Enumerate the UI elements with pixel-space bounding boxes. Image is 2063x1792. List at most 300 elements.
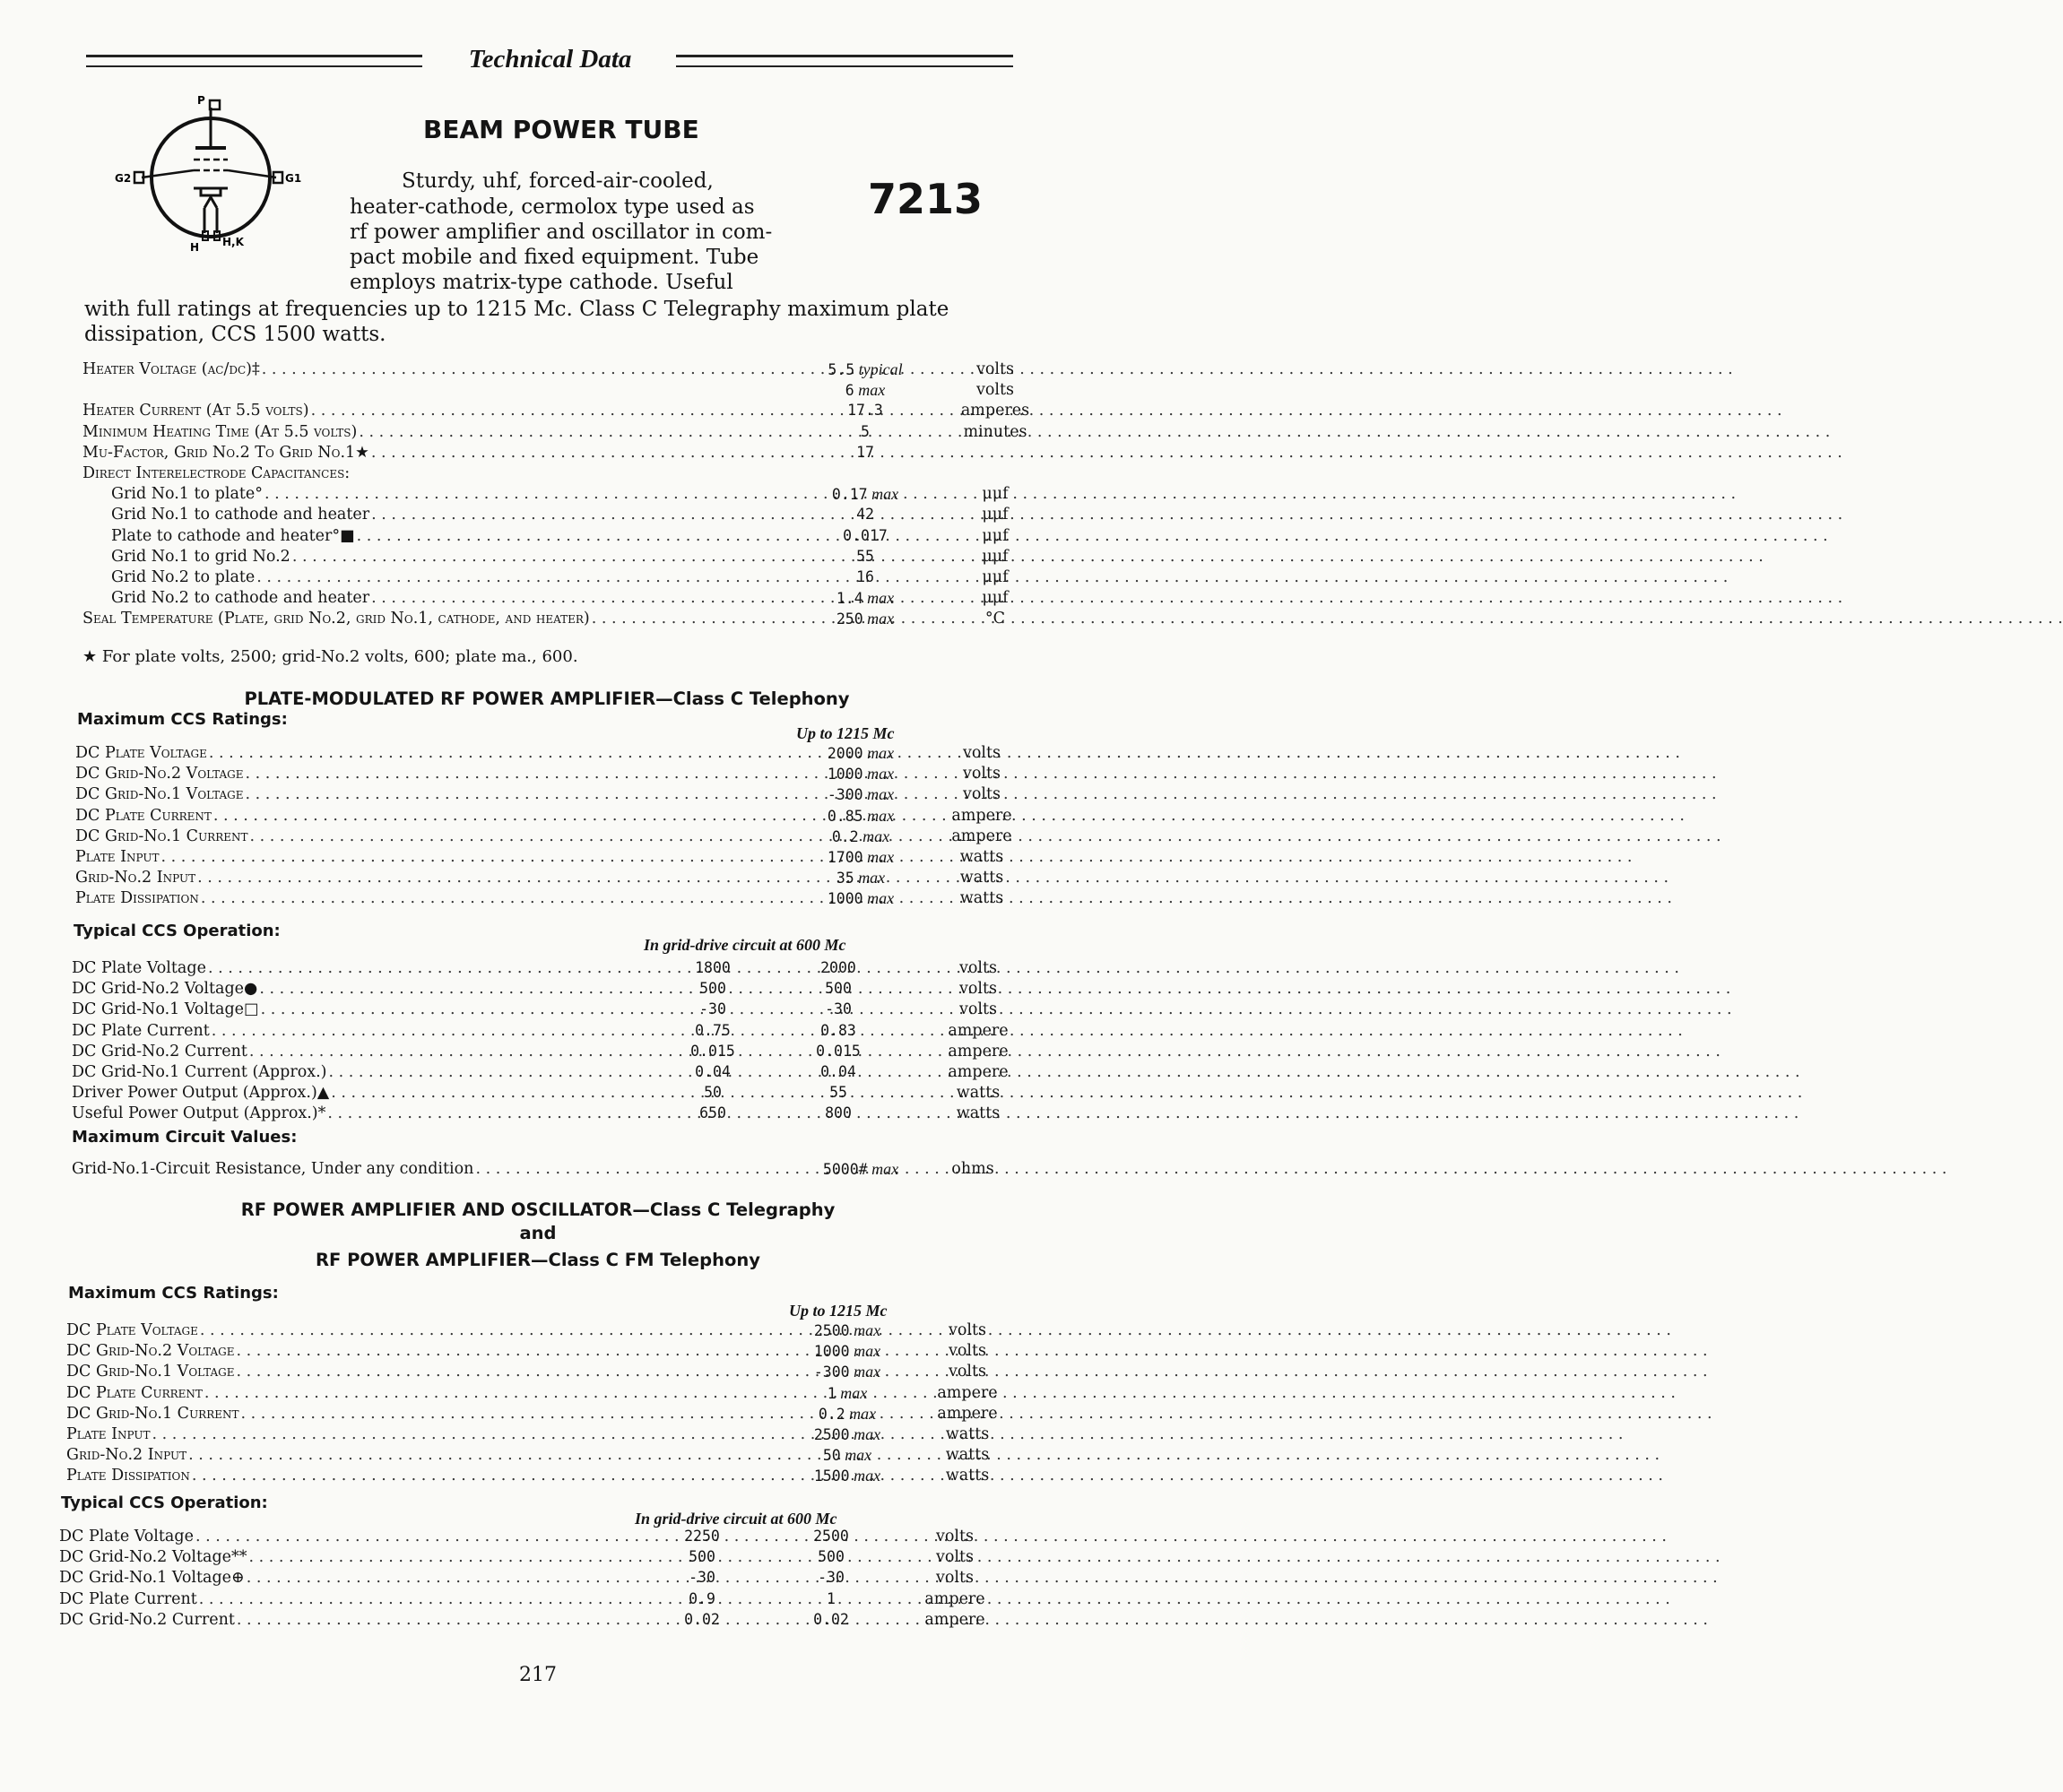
spec-label — [75, 807, 771, 825]
spec-label-text: DC Plate Current — [66, 1383, 203, 1402]
spec-row — [0, 360, 1205, 382]
description-line: heater-cathode, cermolox type used as — [350, 195, 755, 219]
value-number: -300 — [813, 1363, 850, 1381]
spec-label — [111, 589, 778, 607]
spec-row — [0, 1590, 1205, 1612]
value-qualifier: max — [836, 1383, 868, 1402]
unit-cell: amperes — [960, 402, 1030, 420]
value-cell: 2000 — [820, 959, 856, 976]
spec-label — [72, 959, 642, 977]
spec-label — [75, 889, 771, 907]
unit-cell: volts — [962, 785, 1001, 804]
value-cell: 500 — [818, 1548, 845, 1566]
spec-label-text: Grid No.1 to grid No.2 — [111, 547, 290, 566]
leader-dots — [329, 1063, 1800, 1081]
spec-label — [66, 1467, 762, 1485]
value-cell — [789, 1425, 906, 1444]
value-number: 5 — [861, 422, 870, 440]
spec-row — [0, 1611, 1205, 1632]
value-cell — [807, 610, 923, 628]
spec-label-text: Useful Power Output (Approx.)* — [72, 1104, 326, 1123]
section-title: PLATE-MODULATED RF POWER AMPLIFIER—Class C Telephony — [244, 688, 850, 709]
spec-label — [72, 980, 642, 998]
spec-label-text: DC Grid-No.2 Current — [72, 1042, 247, 1060]
value-number: 5.5 — [828, 361, 855, 378]
spec-row — [0, 1342, 1205, 1363]
header-rule-left — [86, 55, 422, 67]
spec-label — [59, 1569, 633, 1587]
pin-hk-label: H,K — [222, 236, 244, 248]
spec-label-text: DC Grid-No.2 Voltage** — [59, 1548, 247, 1567]
value-cell: -30 — [689, 1569, 715, 1587]
value-number: 1700 — [827, 849, 863, 866]
spec-label — [72, 1063, 642, 1081]
spec-label-text: DC Plate Voltage — [72, 959, 206, 977]
unit-cell: μμf — [982, 485, 1009, 504]
spec-row — [0, 1160, 1205, 1182]
column-heading: Up to 1215 Mc — [789, 1302, 888, 1320]
spec-label-text: DC Grid-No.1 Current (Approx.) — [72, 1063, 327, 1081]
unit-cell: volts — [935, 1548, 975, 1567]
value-number: 42 — [856, 506, 874, 524]
spec-label — [75, 869, 771, 887]
section-subheading: Typical CCS Operation: — [61, 1493, 268, 1512]
unit-cell: volts — [948, 1321, 987, 1339]
value-cell: 2250 — [684, 1528, 720, 1545]
spec-label-text: DC Grid-No.2 Voltage● — [72, 980, 258, 999]
spec-label — [66, 1321, 762, 1339]
spec-label — [66, 1446, 762, 1464]
spec-label — [72, 1000, 642, 1018]
pin-g1-label: G1 — [285, 172, 302, 185]
spec-row — [0, 610, 1205, 631]
spec-label — [82, 610, 778, 628]
spec-label-text: DC Grid-No.1 Voltage□ — [72, 1000, 259, 1019]
spec-row — [0, 869, 1205, 890]
spec-row — [0, 1384, 1205, 1406]
section-title: and — [519, 1223, 557, 1243]
value-cell: 500 — [689, 1548, 715, 1566]
value-cell — [789, 1342, 906, 1361]
spec-label-text: Minimum Heating Time (At 5.5 volts) — [82, 422, 358, 441]
value-number: 1.4 — [836, 590, 863, 608]
spec-label — [75, 827, 771, 845]
value-cell — [802, 765, 919, 783]
value-cell — [798, 1160, 923, 1179]
value-cell — [802, 889, 919, 908]
value-qualifier: max — [849, 1467, 881, 1485]
section-subheading: Maximum Circuit Values: — [72, 1128, 298, 1147]
spec-label — [75, 785, 771, 803]
unit-cell: volts — [948, 1363, 987, 1381]
spec-label — [82, 402, 778, 420]
unit-cell: μμf — [982, 568, 1009, 586]
section-title: RF POWER AMPLIFIER—Class C FM Telephony — [316, 1250, 760, 1270]
spec-row — [0, 1084, 1205, 1105]
spec-label — [72, 1043, 642, 1060]
spec-label-text: Plate Dissipation — [75, 889, 199, 908]
value-cell — [802, 869, 919, 887]
unit-cell: watts — [959, 848, 1004, 866]
value-number: 55 — [856, 547, 874, 565]
spec-label — [59, 1548, 633, 1566]
value-number: 250 — [836, 610, 863, 628]
value-cell — [807, 381, 923, 400]
spec-label — [82, 444, 778, 462]
spec-label — [66, 1342, 762, 1360]
value-cell: 0.04 — [695, 1063, 731, 1080]
spec-label-text: DC Grid-No.2 Voltage — [66, 1342, 235, 1361]
value-cell — [789, 1467, 906, 1485]
spec-label-text: Grid No.1 to cathode and heater — [111, 506, 370, 524]
page-number: 217 — [519, 1664, 557, 1686]
value-cell: 55 — [829, 1084, 847, 1102]
unit-cell: ohms — [951, 1160, 994, 1178]
spec-label-text: DC Grid-No.1 Voltage⊕ — [59, 1569, 245, 1588]
spec-label-text: Direct Interelectrode Capacitances: — [82, 464, 351, 482]
spec-label-text: DC Grid-No.1 Voltage — [75, 785, 244, 804]
value-number: 0.2 — [818, 1405, 845, 1423]
value-cell — [807, 506, 923, 523]
value-number: 35 — [836, 870, 854, 887]
spec-label-text: Grid-No.2 Input — [66, 1446, 187, 1465]
unit-cell: volts — [958, 959, 998, 977]
spec-row — [0, 1569, 1205, 1590]
spec-row — [0, 848, 1205, 870]
leader-dots — [331, 1084, 1802, 1102]
value-qualifier: max — [849, 1425, 881, 1443]
pin-g2-label: G2 — [115, 172, 132, 185]
value-cell: 0.9 — [689, 1589, 715, 1607]
spec-label — [66, 1425, 762, 1443]
unit-cell: ampere — [937, 1383, 998, 1402]
spec-label-text: Grid-No.1-Circuit Resistance, Under any condition — [72, 1160, 474, 1178]
spec-label-text: DC Grid-No.2 Voltage — [75, 765, 244, 783]
value-qualifier: max — [862, 806, 895, 825]
unit-cell: volts — [935, 1528, 975, 1545]
spec-row — [0, 1425, 1205, 1447]
spec-label — [75, 744, 771, 762]
unit-cell: volts — [948, 1342, 987, 1361]
value-number: 0.85 — [827, 807, 863, 825]
header-rule-right — [676, 55, 1013, 67]
spec-label — [111, 527, 778, 545]
value-cell: 500 — [825, 980, 852, 998]
spec-row — [0, 1000, 1205, 1022]
spec-label-text: DC Grid-No.1 Current — [66, 1404, 239, 1423]
spec-label — [72, 1084, 642, 1102]
unit-cell: μμf — [982, 547, 1009, 566]
value-cell — [789, 1446, 906, 1465]
unit-cell: volts — [975, 381, 1015, 400]
spec-label — [59, 1590, 633, 1608]
value-cell: 0.75 — [695, 1021, 731, 1039]
unit-cell: ampere — [924, 1610, 985, 1629]
spec-row — [0, 959, 1205, 981]
value-number: 2000 — [827, 745, 863, 762]
unit-cell: watts — [945, 1446, 990, 1465]
value-cell — [807, 527, 923, 544]
value-number: 0.017 — [843, 526, 888, 544]
value-cell: 0.02 — [813, 1610, 849, 1628]
description-line: pact mobile and fixed equipment. Tube — [350, 246, 759, 269]
unit-cell: minutes — [963, 422, 1027, 441]
spec-label-text: DC Plate Voltage — [66, 1321, 198, 1339]
leader-dots — [475, 1160, 1946, 1178]
spec-label — [59, 1611, 633, 1629]
spec-label — [111, 548, 778, 566]
spec-label-text: Plate Input — [66, 1425, 151, 1443]
spec-row — [0, 1446, 1205, 1467]
spec-label — [75, 765, 771, 783]
footnote: ★ For plate volts, 2500; grid-No.2 volts, 600; plate ma., 600. — [82, 647, 578, 666]
leader-dots — [327, 1104, 1799, 1122]
value-cell — [807, 444, 923, 461]
value-cell: 0.015 — [816, 1042, 861, 1060]
section-title: RF POWER AMPLIFIER AND OSCILLATOR—Class C Telegraphy — [240, 1199, 836, 1220]
unit-cell: °C — [984, 610, 1006, 628]
value-cell — [802, 827, 919, 846]
value-qualifier: max — [862, 744, 895, 762]
value-cell — [802, 807, 919, 826]
value-qualifier: max — [862, 889, 895, 908]
spec-label-text: DC Grid-No.1 Current — [75, 827, 248, 845]
spec-label — [111, 506, 778, 524]
value-number: 0.2 — [831, 827, 859, 845]
tube-number: 7213 — [868, 175, 984, 223]
description-line: employs matrix-type cathode. Useful — [350, 271, 733, 294]
description-line: with full ratings at frequencies up to 1215 Mc. Class C Telegraphy maximum plate — [84, 298, 949, 321]
spec-label — [66, 1405, 762, 1423]
value-qualifier: max — [867, 1160, 899, 1178]
spec-row — [0, 381, 1205, 403]
spec-label — [66, 1384, 762, 1402]
value-number: 1000 — [827, 766, 863, 783]
value-cell — [807, 568, 923, 585]
header-title: Technical Data — [468, 45, 632, 74]
spec-label — [82, 423, 778, 441]
spec-label-text: Heater Current (At 5.5 volts) — [82, 402, 309, 420]
spec-label — [72, 1022, 642, 1040]
value-cell: 0.83 — [820, 1021, 856, 1039]
spec-row — [0, 1104, 1205, 1126]
spec-label — [75, 848, 771, 866]
spec-label — [72, 1160, 764, 1178]
value-number: 1500 — [813, 1467, 850, 1485]
spec-label-text: Mu-Factor, Grid No.2 To Grid No.1★ — [82, 443, 369, 462]
value-cell: 500 — [699, 980, 726, 998]
value-cell: -30 — [818, 1569, 845, 1587]
unit-cell: μμf — [982, 526, 1009, 545]
leader-dots — [357, 527, 1828, 545]
value-cell: 650 — [699, 1104, 726, 1122]
spec-row — [0, 402, 1205, 423]
spec-label-text: DC Grid-No.1 Voltage — [66, 1363, 235, 1381]
spec-label — [72, 1104, 642, 1122]
value-cell — [802, 744, 919, 763]
spec-row — [0, 1467, 1205, 1488]
value-cell — [807, 589, 923, 608]
value-qualifier: max — [849, 1363, 881, 1381]
spec-label-text: Heater Voltage (ac/dc)‡ — [82, 360, 260, 378]
value-cell: 0.02 — [684, 1610, 720, 1628]
value-qualifier: max — [862, 848, 895, 866]
value-number: 16 — [856, 568, 874, 585]
spec-row — [0, 1043, 1205, 1064]
spec-row — [0, 889, 1205, 911]
unit-cell: volts — [935, 1569, 975, 1588]
spec-label — [82, 464, 778, 482]
unit-cell: volts — [958, 980, 998, 999]
value-qualifier: max — [849, 1342, 881, 1361]
value-cell — [789, 1405, 906, 1424]
spec-row — [0, 744, 1205, 766]
unit-cell: ampere — [948, 1021, 1009, 1040]
pin-p-label: P — [197, 94, 205, 107]
value-number: 2500 — [813, 1322, 850, 1339]
spec-row — [0, 1063, 1205, 1085]
value-number: 17.3 — [847, 402, 883, 420]
spec-row — [0, 464, 1205, 486]
value-number: 1 — [827, 1384, 836, 1402]
value-qualifier: max — [862, 610, 895, 628]
value-cell: 2500 — [813, 1528, 849, 1545]
spec-row — [0, 980, 1205, 1001]
value-cell: 0.04 — [820, 1063, 856, 1080]
unit-cell: ampere — [951, 806, 1012, 825]
unit-cell: μμf — [982, 589, 1009, 608]
spec-label-text: DC Plate Voltage — [59, 1528, 194, 1545]
value-qualifier: typical — [854, 360, 903, 378]
unit-cell: ampere — [948, 1042, 1009, 1060]
description-line: dissipation, CCS 1500 watts. — [84, 323, 386, 346]
unit-cell: watts — [956, 1104, 1001, 1123]
section-subheading: Maximum CCS Ratings: — [77, 710, 288, 729]
value-cell — [802, 785, 919, 804]
value-cell: 1800 — [695, 959, 731, 976]
spec-row — [0, 548, 1205, 569]
spec-row — [0, 765, 1205, 786]
value-qualifier: max — [867, 485, 899, 504]
leader-dots — [311, 402, 1782, 420]
spec-label-text: Grid No.1 to plate° — [111, 485, 264, 504]
value-cell — [807, 423, 923, 440]
unit-cell: watts — [945, 1425, 990, 1443]
value-cell: -30 — [699, 1000, 726, 1018]
leader-dots — [359, 423, 1830, 441]
spec-label-text: DC Plate Current — [75, 806, 212, 825]
leader-dots — [371, 506, 1842, 524]
spec-label-text: Seal Temperature (Plate, grid No.2, grid No.1, cathode, and heater) — [82, 610, 590, 628]
column-heading: In grid-drive circuit at 600 Mc — [644, 936, 846, 954]
spec-label — [111, 568, 778, 586]
value-cell — [807, 485, 923, 504]
spec-label-text: Driver Power Output (Approx.)▲ — [72, 1084, 330, 1103]
unit-cell: watts — [956, 1084, 1001, 1103]
value-number: 5000# — [822, 1161, 868, 1178]
spec-label-text: DC Grid-No.2 Current — [59, 1610, 235, 1629]
section-subheading: Maximum CCS Ratings: — [68, 1284, 279, 1303]
spec-label-text: Plate to cathode and heater°■ — [111, 526, 355, 545]
value-qualifier: max — [854, 869, 886, 887]
spec-row — [0, 444, 1205, 465]
column-heading: In grid-drive circuit at 600 Mc — [635, 1510, 837, 1528]
spec-label — [111, 485, 778, 503]
value-qualifier: max — [840, 1446, 872, 1465]
description-line: rf power amplifier and oscillator in com- — [350, 221, 773, 244]
value-cell — [807, 548, 923, 565]
tube-type-heading: BEAM POWER TUBE — [423, 115, 699, 144]
spec-label-text: DC Plate Current — [59, 1589, 197, 1608]
unit-cell: watts — [959, 869, 1004, 887]
unit-cell: ampere — [948, 1063, 1009, 1081]
tube-symbol-icon — [115, 94, 305, 260]
spec-row — [0, 527, 1205, 549]
leader-dots — [371, 589, 1842, 607]
value-number: 6 — [845, 382, 854, 400]
value-cell: 1 — [827, 1589, 836, 1607]
value-number: 2500 — [813, 1426, 850, 1443]
unit-cell: watts — [959, 889, 1004, 908]
unit-cell: ampere — [924, 1589, 985, 1608]
spec-label-text: Grid No.2 to plate — [111, 568, 256, 586]
spec-row — [0, 485, 1205, 506]
unit-cell: watts — [945, 1467, 990, 1485]
value-cell — [789, 1363, 906, 1381]
spec-row — [0, 1405, 1205, 1426]
unit-cell: ampere — [951, 827, 1012, 845]
value-cell: -30 — [825, 1000, 852, 1018]
value-qualifier: max — [854, 381, 886, 400]
spec-row — [0, 785, 1205, 807]
pin-h-label: H — [190, 241, 200, 254]
spec-row — [0, 1528, 1205, 1549]
spec-label-text: Grid No.2 to cathode and heater — [111, 589, 370, 608]
value-cell — [789, 1321, 906, 1340]
spec-row — [0, 827, 1205, 849]
spec-label — [82, 360, 778, 378]
value-number: 50 — [822, 1447, 841, 1465]
value-cell — [807, 402, 923, 419]
value-cell: 800 — [825, 1104, 852, 1122]
value-cell — [807, 360, 923, 379]
value-number: 17 — [856, 443, 874, 461]
value-cell — [789, 1384, 906, 1403]
description-line: Sturdy, uhf, forced-air-cooled, — [402, 169, 714, 193]
unit-cell: volts — [958, 1000, 998, 1019]
value-qualifier: max — [858, 827, 890, 845]
value-cell: 0.015 — [690, 1042, 735, 1060]
section-subheading: Typical CCS Operation: — [74, 922, 281, 940]
leader-dots — [371, 444, 1842, 462]
value-qualifier: max — [849, 1321, 881, 1339]
page-header — [86, 45, 1013, 75]
spec-row — [0, 1548, 1205, 1570]
spec-row — [0, 807, 1205, 828]
value-cell — [802, 848, 919, 867]
value-number: -300 — [827, 786, 863, 804]
spec-label-text: DC Plate Voltage — [75, 744, 207, 762]
spec-row — [0, 423, 1205, 445]
unit-cell: ampere — [937, 1404, 998, 1423]
value-qualifier: max — [862, 765, 895, 783]
unit-cell: volts — [962, 744, 1001, 762]
spec-row — [0, 1321, 1205, 1343]
spec-row — [0, 589, 1205, 610]
spec-label-text: Plate Dissipation — [66, 1467, 190, 1485]
spec-row — [0, 568, 1205, 590]
value-qualifier: max — [845, 1404, 877, 1423]
